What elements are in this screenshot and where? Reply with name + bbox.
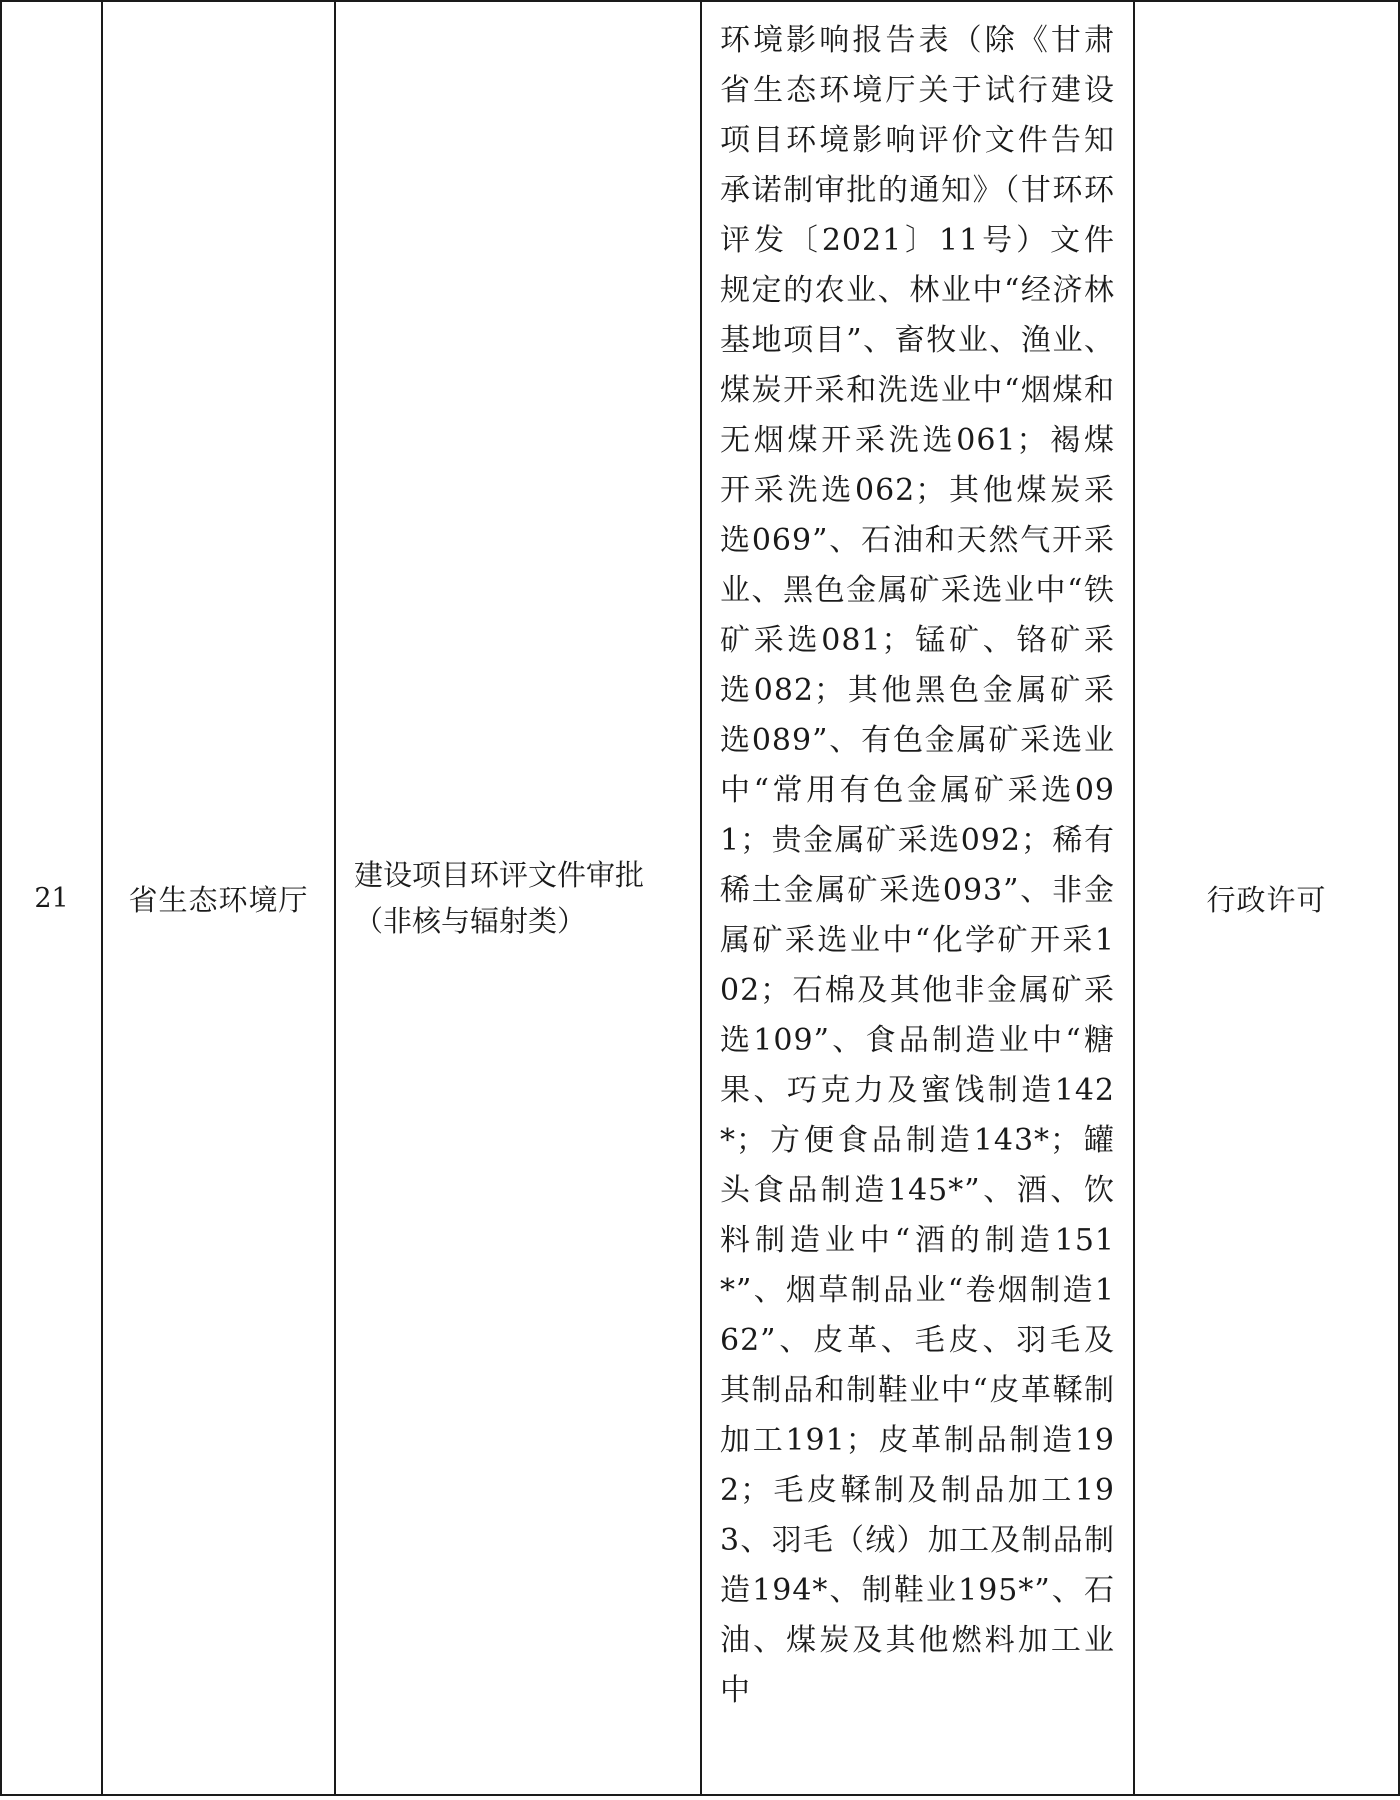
scope-text: 环境影响报告表（除《甘肃省生态环境厅关于试行建设项目环境影响评价文件告知承诺制审批的通知》（甘环环评发〔2021〕11号）文件规定的农业、林业中“经济林基地项目”、畜牧业、渔业、煤炭开采和洗选业中“烟煤和无烟煤开采洗选061；褐煤开采洗选062；其他煤炭采选069”、石油和天然气开采业、黑色金属矿采选业中“铁矿采选081；锰矿、铬矿采选082；其他黑色金属矿采选089”、有色金属矿采选业中“常用有色金属矿采选091；贵金属矿采选092；稀有稀土金属矿采选093”、非金属矿采选业中“化学矿开采102；石棉及其他非金属矿采选109”、食品制造业中“糖果、巧克力及蜜饯制造142*；方便食品制造143*；罐头食品制造145*”、酒、饮料制造业中“酒的制造151*”、烟草制品业“卷烟制造162”、皮革、毛皮、羽毛及其制品和制鞋业中“皮革鞣制加工191；皮革制品制造192；毛皮鞣制及制品加工193、羽毛（绒）加工及制品制造194*、制鞋业195*”、石油、煤炭及其他燃料加工业中 xyxy=(720,23,1115,1708)
row-number-cell xyxy=(1,1,102,1795)
row-number: 21 xyxy=(34,882,69,914)
table-row xyxy=(1,1,1399,1795)
type-cell xyxy=(1134,1,1399,1795)
department-cell xyxy=(102,1,335,1795)
item-name: 建设项目环评文件审批（非核与辐射类） xyxy=(354,858,645,938)
scope-cell xyxy=(701,1,1134,1795)
department-name: 省生态环境厅 xyxy=(128,882,309,917)
item-name-cell xyxy=(335,1,701,1795)
item-type: 行政许可 xyxy=(1206,882,1327,917)
